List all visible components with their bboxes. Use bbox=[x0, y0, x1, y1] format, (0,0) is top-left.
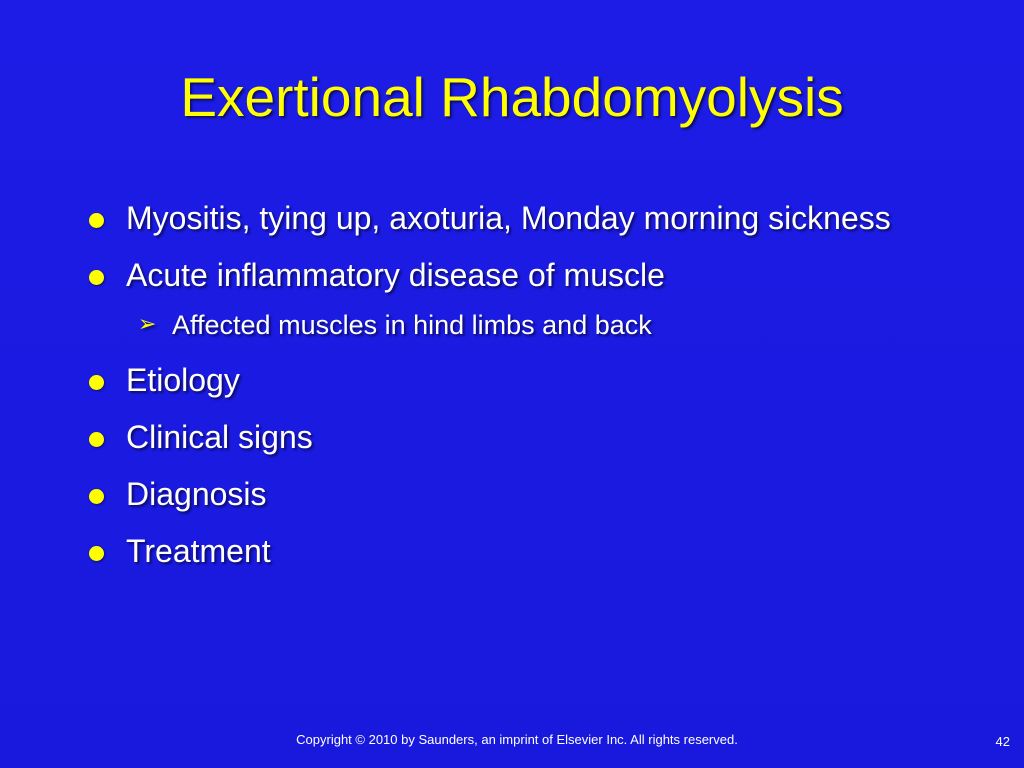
bullet-dot-icon bbox=[89, 546, 104, 561]
bullet-dot-icon bbox=[89, 375, 104, 390]
bullet-item bbox=[86, 529, 946, 574]
bullet-item bbox=[86, 415, 946, 460]
copyright-footer: Copyright © 2010 by Saunders, an imprint of Elsevier Inc. All rights reserved. bbox=[296, 732, 738, 747]
bullet-text: Acute inflammatory disease of muscle bbox=[126, 257, 665, 293]
bullet-dot-icon bbox=[89, 489, 104, 504]
bullet-dot-icon bbox=[89, 270, 104, 285]
sub-bullet-item bbox=[126, 306, 946, 344]
bullet-item bbox=[86, 358, 946, 403]
bullet-item bbox=[86, 253, 946, 298]
bullet-text: Myositis, tying up, axoturia, Monday morning sickness bbox=[126, 200, 891, 236]
bullet-list bbox=[86, 196, 946, 586]
bullet-text: Etiology bbox=[126, 362, 240, 398]
bullet-text: Treatment bbox=[126, 533, 271, 569]
arrow-right-icon: ➢ bbox=[138, 312, 157, 337]
bullet-text: Clinical signs bbox=[126, 419, 313, 455]
bullet-dot-icon bbox=[89, 213, 104, 228]
bullet-dot-icon bbox=[89, 432, 104, 447]
bullet-text: Diagnosis bbox=[126, 476, 267, 512]
bullet-item bbox=[86, 196, 946, 241]
bullet-item bbox=[86, 472, 946, 517]
slide-title: Exertional Rhabdomyolysis bbox=[180, 66, 844, 128]
sub-bullet-text: Affected muscles in hind limbs and back bbox=[172, 310, 652, 340]
page-number: 42 bbox=[995, 734, 1010, 749]
